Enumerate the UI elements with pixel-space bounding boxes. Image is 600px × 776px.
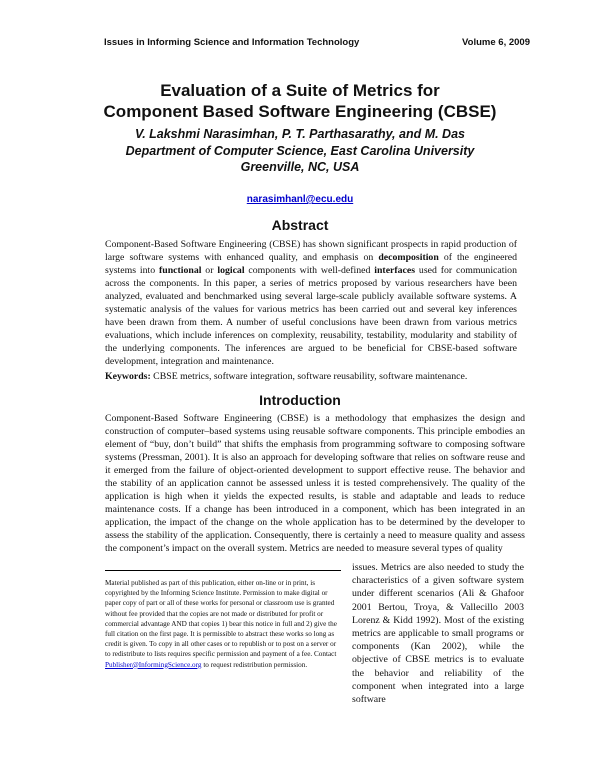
volume-info: Volume 6, 2009 (462, 37, 530, 48)
email-link[interactable]: narasimhanl@ecu.edu (246, 194, 354, 205)
abstract-body (105, 238, 517, 368)
abstract-term-functional: functional (158, 265, 202, 277)
author-location: Greenville, NC, USA (240, 160, 360, 174)
author-names: V. Lakshmi Narasimhan, P. T. Parthasarathy, and M. Das (135, 127, 465, 141)
abstract-text-4: components with well-defined (244, 265, 375, 277)
abstract-text-3: or (201, 265, 218, 277)
abstract-heading: Abstract (271, 217, 329, 233)
paper-title (0, 80, 600, 122)
title-line-2: Component Based Software Engineering (CBSE) (103, 102, 497, 121)
copyright-notice (105, 570, 341, 688)
introduction-heading: Introduction (259, 392, 341, 408)
journal-name: Issues in Informing Science and Information Technology (104, 37, 360, 48)
abstract-text-1: Component-Based Software Engineering (CBSE) has shown significant prospects in rapid production of large software systems with enhanced quality, and emphasis on (105, 239, 517, 264)
abstract-text-2: of the engineered systems into (105, 252, 518, 277)
introduction-body: Component-Based Software Engineering (CBSE) is a methodology that emphasizes the design and construction of computer–based systems using reusable software components. This principle embodies an element of “buy, don’t build” that shifts the emphasis from programming software to composing software systems (Pressman, 2001). It is also an approach for developing software that relies on software reuse and it emerged from the failure of object-oriented development to support effective reuse. The behavior and the stability of an application cannot be assessed unless it is tested comprehensively. The quality of the application is high when it yields the expected results, is stable and adaptable and leads to reduce maintenance costs. If a change has been introduced in a component, which has been integrated in an application, the impact of the change on the whole application has to be determined by the developer to assess the stability of the application. Consequently, there is certainly a need to measure quality and assess the component’s impact on the overall system. Metrics are needed to measure several types of quality (105, 413, 525, 555)
keywords-label: Keywords (105, 371, 148, 382)
abstract-term-logical: logical (217, 265, 245, 277)
keywords-text: CBSE metrics, software integration, software reusability, software maintenance. (153, 371, 468, 382)
copyright-text: Material published as part of this publication, either on-line or in print, is copyrighted by the Informing Science Institute. Permission to make digital or paper copy of part or all of these works for personal or classroom use is granted without fee provided that the copies are not made or distributed for profit or commercial advantage AND that copies 1) bear this notice in full and 2) give the full citation on the first page. It is permissible to abstract these works so long as credit is given. To copy in all other cases or to republish or to post on a server or to redistribute to lists requires specific permission and payment of a fee. Contact (105, 579, 337, 659)
abstract-term-interfaces: interfaces (374, 265, 416, 277)
abstract-text-5: used for communication across the components. In this paper, a series of metrics proposed by various researchers have been analyzed, evaluated and benchmarked using several large-scale publicly available software systems. A systematic analysis of the values for various metrics has been carried out and several key inferences have been drawn from them. A number of useful conclusions have been drawn from various metrics evaluations, which include inferences on complexity, reusability, testability, modularity and stability of the underlying components. The inferences are argued to be beneficial for CBSE-based software development, integration and maintenance. (105, 265, 517, 368)
running-header (104, 37, 530, 48)
introduction-continued: issues. Metrics are also needed to study the characteristics of a given software system under different scenarios (Ali & Ghafoor 2001 Bertou, Troya, & Vallecillo 2003 Lorenz & Kidd 1992). Most of the existing metrics are applicable to small programs or components (Kan 2002), while the objective of CBSE metrics is to evaluate the behavior and reliability of the component when integrated into a large software (352, 562, 524, 706)
author-block (0, 126, 600, 176)
copyright-suffix: to request redistribution permission. (201, 660, 308, 669)
publisher-email-link[interactable]: Publisher@InformingScience.org (105, 660, 202, 669)
keywords-line: Keywords: CBSE metrics, software integration, software reusability, software maintenance. (105, 371, 468, 382)
abstract-term-decomposition: decomposition (378, 252, 439, 264)
title-line-1: Evaluation of a Suite of Metrics for (160, 81, 440, 100)
author-email (0, 194, 600, 205)
author-department: Department of Computer Science, East Carolina University (125, 143, 475, 158)
